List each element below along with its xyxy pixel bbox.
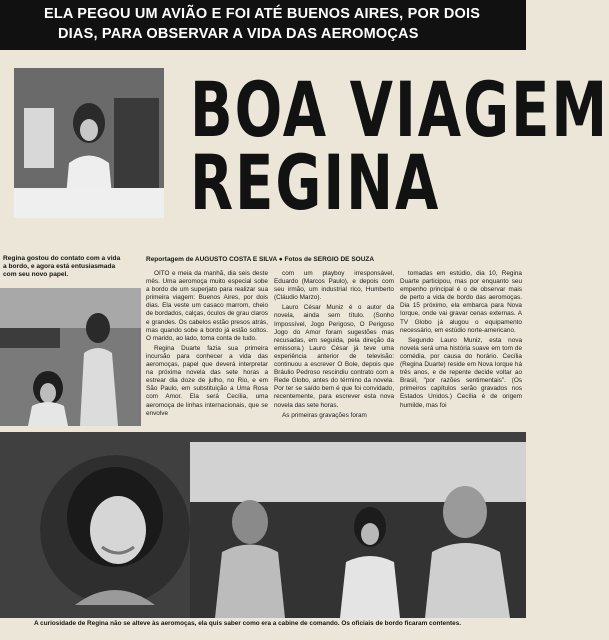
banner-line-1: ELA PEGOU UM AVIÃO E FOI ATÉ BUENOS AIRES, POR DOIS bbox=[44, 6, 481, 22]
paragraph: Segundo Lauro Muniz, esta nova novela será uma história suave em tom de comédia, por causa do horário. Cecília (Regina Duarte) reside em Nova Iorque há três anos, e de repente decide voltar ao Brasil, "por razões sentimentais". (Os primeiros capítulos serão gravados nos Estados Unidos.) Cecília é de origem humilde, mas foi bbox=[400, 336, 522, 409]
paragraph: com um playboy irresponsável, Eduardo (Marcos Paulo), e depois com seu irmão, um industrial rico, Humberto (Cláudio Marzo). bbox=[274, 270, 394, 302]
banner-line-2: DIAS, PARA OBSERVAR A VIDA DAS AEROMOÇAS bbox=[58, 26, 419, 42]
title-line-1: BOA VIAGEM bbox=[190, 67, 609, 155]
paragraph: OITO e meia da manhã, dia seis deste mês. Uma aeromoça muito especial sobe a bordo de um superjato para realizar sua primeira viagem: Buenos Aires, por dois dias. Ela veste um casaco marrom, cheio de bordados, calças, óculos de grau claros e grandes. Os cabelos estão presos atrás, mas quando sobe a bordo já estão soltos. O marido, ao lado, toma conta de tudo. bbox=[146, 270, 268, 342]
byline: Reportagem de AUGUSTO COSTA E SILVA ● Fotos de SERGIO DE SOUZA bbox=[146, 256, 375, 263]
photo-caption-bottom: A curiosidade de Regina não se alteve às aeromoças, ela quis saber como era a cabine de comando. Os oficiais de bordo ficaram contentes. bbox=[34, 620, 462, 627]
text-column-3 bbox=[400, 270, 522, 440]
photo-illustration bbox=[14, 68, 164, 218]
photo-caption-top: Regina gostou do contato com a vida a bordo, e agora está entusiasmada com seu novo papel. bbox=[3, 255, 121, 278]
paragraph: As primeiras gravações foram bbox=[282, 411, 367, 419]
text-column-2 bbox=[274, 270, 394, 440]
top-circle-photo bbox=[14, 68, 164, 218]
paragraph: Lauro César Muniz é o autor da novela, ainda sem título. (Sonho Impossível, Jogo Perigoso, O Perigoso Jogo do Amor foram sugestões mas recusadas, em seguida, pela direção da emissora.) Lauro César já teve uma experiência anterior de televisão: continuou a escrever O Bole, depois que Bráulio Pedroso rescindiu contrato com a Rede Globo, antes do término da novela. Por ter se saído bem é que foi convidado, recentemente, para escrever esta nova novela das sete horas. bbox=[274, 304, 394, 409]
bottom-circle-photo bbox=[40, 455, 190, 605]
paragraph: tomadas em estúdio, dia 10, Regina Duarte participou, mas por enquanto seu empenho principal é o de observar mais de perto a vida de bordo das aeromoças. Dia 15 próximo, ela embarca para Nova Iorque, onde vai gravar cenas externas. A TV Globo já alugou o equipamento necessário, em estúdio norte-americano. bbox=[400, 270, 522, 334]
paragraph: Regina Duarte fazia sua primeira incursão para conhecer a vida das aeromoças, papel que deverá interpretar na próxima novela das sete horas a estrear dia doze de julho, no Rio, e em São Paulo, em substituição a Uma Rosa com Amor. Ela será Cecília, uma aeromoça de linhas internacionais, que se envolve bbox=[146, 344, 268, 417]
header-banner bbox=[0, 0, 526, 50]
text-column-1 bbox=[146, 270, 268, 440]
photo-illustration-mid bbox=[0, 288, 141, 426]
portrait-illustration bbox=[40, 455, 190, 605]
title-line-2: REGINA bbox=[190, 140, 441, 228]
middle-photo bbox=[0, 288, 141, 426]
